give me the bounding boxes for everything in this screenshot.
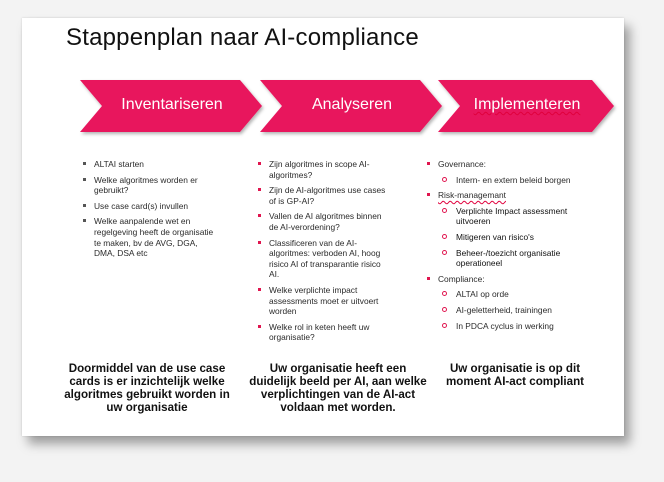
list-item: Welke verplichte impact assessments moet er uitvoert worden bbox=[257, 285, 387, 317]
governance-heading: Governance: bbox=[426, 159, 586, 170]
step-label-1: Inventariseren bbox=[121, 96, 223, 113]
conclusion-inventory: Doormiddel van de use case cards is er inzichtelijk welke algoritmes gebruikt worden in uw organisatie bbox=[64, 362, 230, 414]
list-item: Zijn algoritmes in scope AI-algoritmes? bbox=[257, 159, 387, 180]
list-item: Verplichte Impact assessment uitvoeren bbox=[426, 206, 586, 227]
list-item: Mitigeren van risico's bbox=[426, 232, 586, 243]
risk-heading bbox=[426, 190, 586, 201]
implementation-column bbox=[426, 159, 586, 336]
list-item: Use case card(s) invullen bbox=[82, 201, 220, 212]
step-label-2: Analyseren bbox=[311, 96, 393, 113]
slide bbox=[22, 18, 624, 436]
implementation-list bbox=[426, 159, 586, 331]
list-item: Intern- en extern beleid borgen bbox=[426, 175, 586, 186]
list-item: Welke rol in keten heeft uw organisatie? bbox=[257, 322, 387, 343]
slide-title: Stappenplan naar AI-compliance bbox=[66, 24, 419, 51]
conclusion-implementation: Uw organisatie is op dit moment AI-act compliant bbox=[445, 362, 585, 388]
analysis-list bbox=[257, 159, 387, 343]
inventory-list bbox=[82, 159, 220, 259]
list-item: Beheer-/toezicht organisatie operationeel bbox=[426, 248, 586, 269]
list-item: Vallen de AI algoritmes binnen de AI-verordening? bbox=[257, 211, 387, 232]
risk-heading-text: Risk-managemant bbox=[438, 190, 506, 201]
list-item: ALTAI starten bbox=[82, 159, 220, 170]
list-item: Welke algoritmes worden er gebruikt? bbox=[82, 175, 220, 196]
conclusion-analysis: Uw organisatie heeft een duidelijk beeld per AI, aan welke verplichtingen van de AI-act voldaan met worden. bbox=[249, 362, 427, 414]
step-label-3-text: Implementeren bbox=[473, 96, 581, 113]
analysis-column bbox=[257, 159, 387, 348]
list-item: ALTAI op orde bbox=[426, 289, 586, 300]
step-label-3 bbox=[458, 96, 596, 118]
list-item: Zijn de AI-algoritmes use cases of is GP-AI? bbox=[257, 185, 387, 206]
list-item: In PDCA cyclus in werking bbox=[426, 321, 586, 332]
list-item: Classificeren van de AI-algoritmes: verboden AI, hoog risico AI of transparantie risico AI. bbox=[257, 238, 387, 280]
compliance-heading: Compliance: bbox=[426, 274, 586, 285]
inventory-column bbox=[82, 159, 220, 264]
list-item: Welke aanpalende wet en regelgeving heeft de organisatie te maken, bv de AVG, DGA, DMA, DSA etc bbox=[82, 216, 220, 258]
list-item: AI-geletterheid, trainingen bbox=[426, 305, 586, 316]
process-arrows bbox=[80, 80, 614, 132]
